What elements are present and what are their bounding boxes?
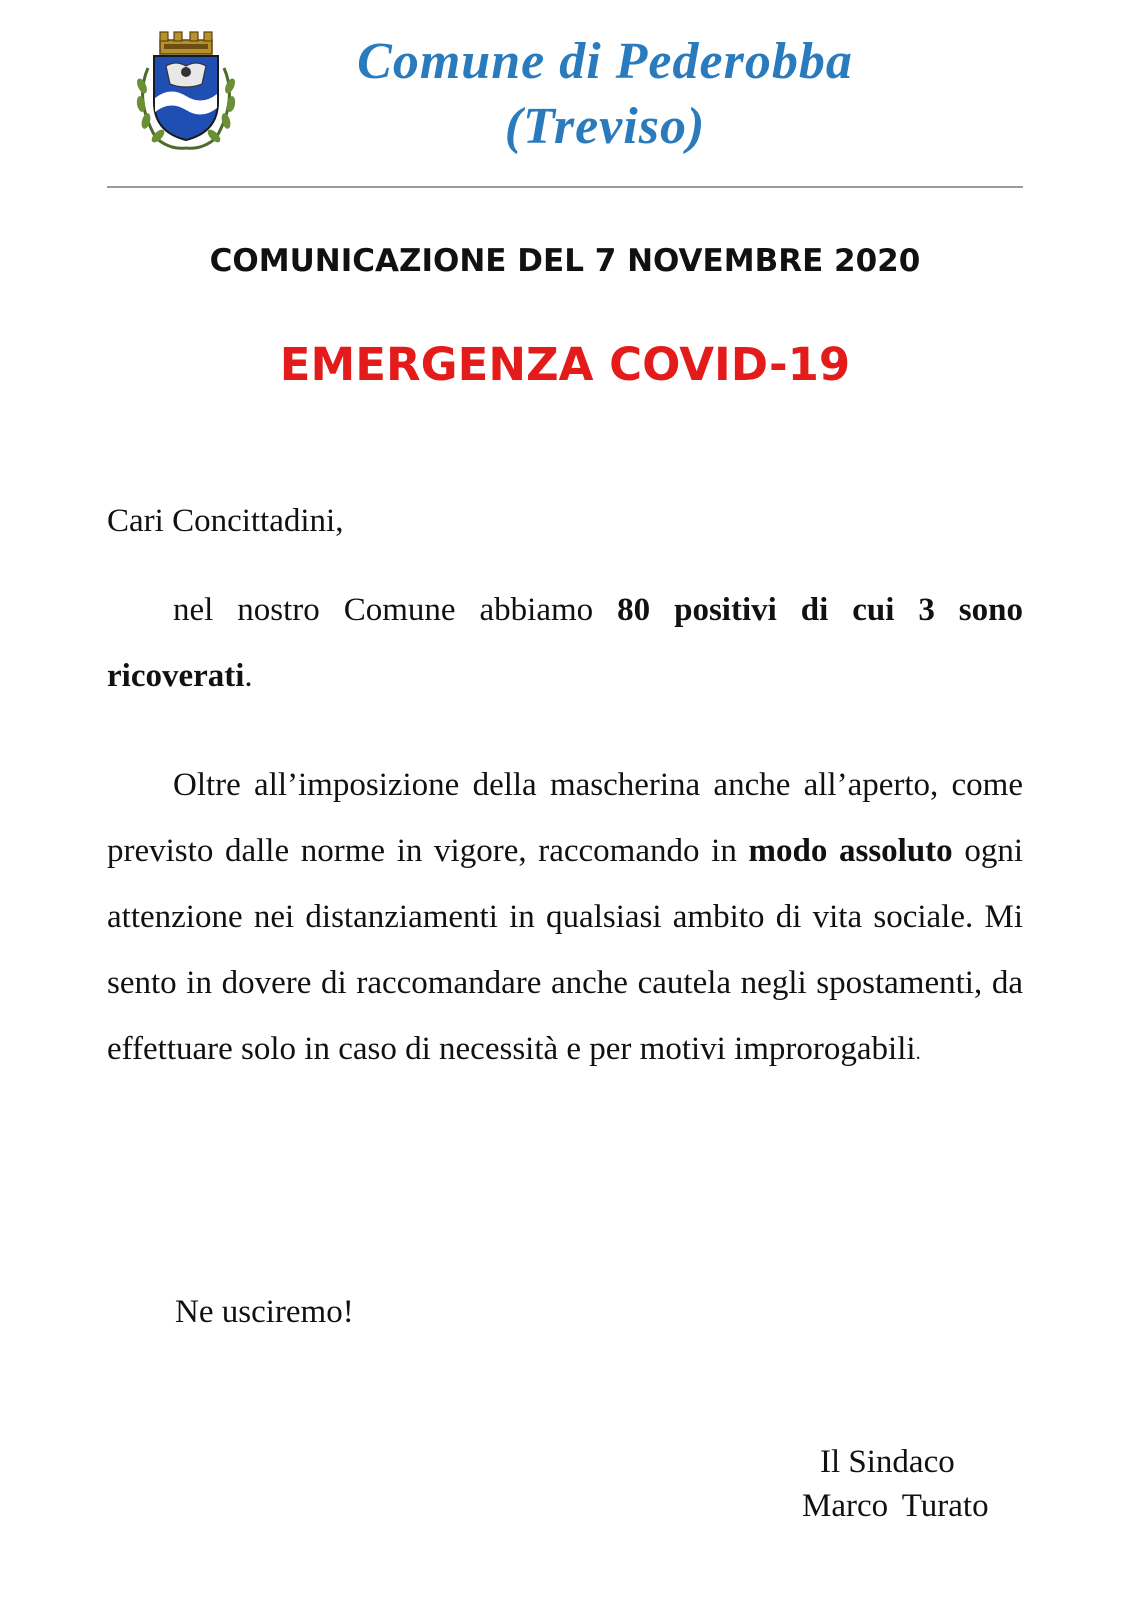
letterhead (0, 0, 1130, 190)
letter-paragraph-recommendations (107, 752, 1023, 1086)
letter-paragraph-cases (107, 577, 1023, 709)
letter-closing: Ne usciremo! (175, 1294, 354, 1330)
paragraph-text: ogni attenzione nei distanziamenti in qualsiasi ambito di vita sociale. Mi sento in dovere di raccomandare anche cautela negli spostamenti, da effettuare solo in caso di necessità e per motivi improrogabili (107, 833, 1024, 1067)
communication-date-heading: COMUNICAZIONE DEL 7 NOVEMBRE 2020 (209, 243, 921, 279)
header-divider (107, 186, 1023, 188)
signature-role: Il Sindaco (820, 1444, 955, 1480)
letter-greeting: Cari Concittadini, (107, 503, 344, 539)
paragraph-end-mark: . (915, 1042, 921, 1064)
municipality-title: Comune di Pederobba (357, 33, 853, 90)
emergency-headline: EMERGENZA COVID-19 (279, 338, 851, 391)
municipal-coat-of-arms-icon (130, 28, 242, 152)
paragraph-text: . (244, 658, 253, 694)
positive-cases-emphasis: 80 positivi di cui 3 sono ricoverati (107, 592, 1024, 694)
province-subtitle: (Treviso) (504, 98, 706, 155)
paragraph-text: nel nostro Comune abbiamo (173, 592, 618, 628)
paragraph-text: Oltre all’imposizione della mascherina anche all’aperto, come previsto dalle norme in vigore, raccomando in (107, 767, 1023, 869)
signature-name: Marco Turato (802, 1488, 989, 1524)
absolute-emphasis: modo assoluto (748, 833, 953, 869)
